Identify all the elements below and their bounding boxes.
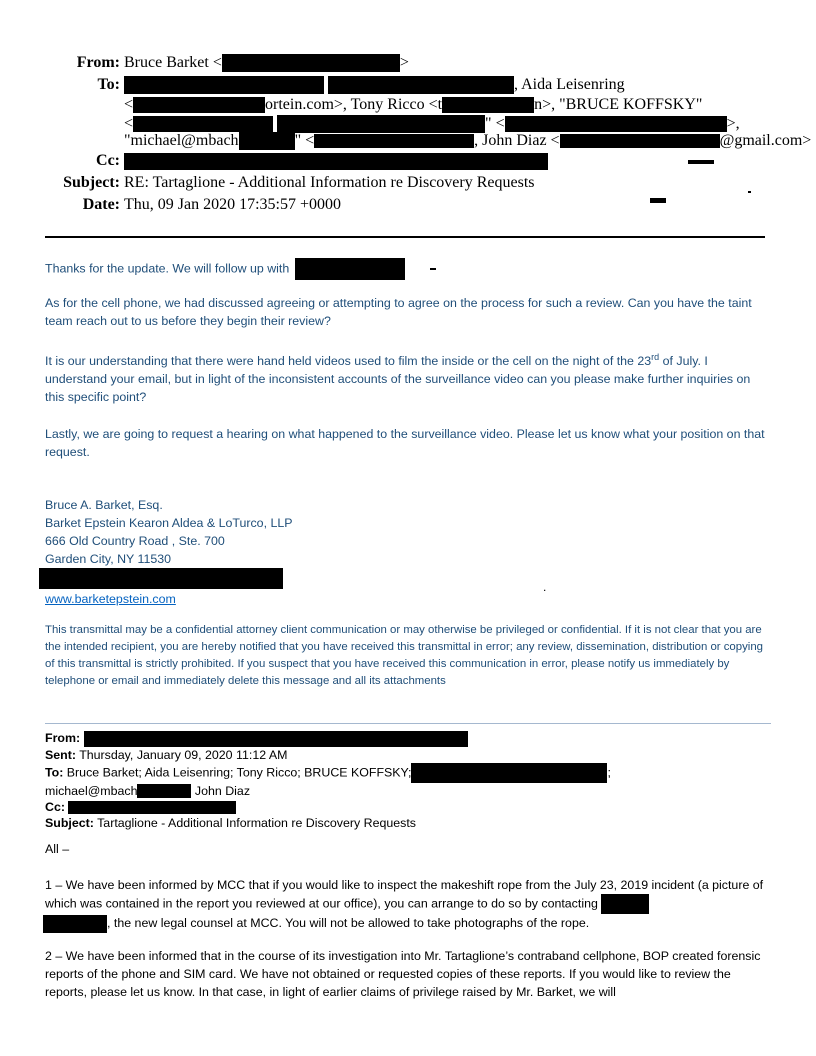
redaction-block bbox=[328, 76, 514, 94]
original-sent-row: Sent: Thursday, January 09, 2020 11:12 AM bbox=[45, 747, 288, 762]
original-to-line2: michael@mbach John Diaz bbox=[45, 783, 251, 798]
confidentiality-disclaimer: This transmittal may be a confidential attorney client communication or may otherwise be privileged or confidential. If it is not clear that you are the intended recipient, you are hereby notified that you have received this transmittal in error; any review, dissemination, distribution or copying of this transmittal is strictly prohibited. If you suspect that you have received this communication in error, please notify us immediately by telephone or email and immediately delete this message and all its attachments bbox=[45, 624, 763, 687]
redaction-mark bbox=[748, 191, 751, 193]
header-to-label: To: bbox=[97, 76, 120, 93]
reply-paragraph-2: As for the cell phone, we had discussed agreeing or attempting to agree on the process for such a review. Can you have the taint team reach out to us before they begin their review? bbox=[45, 296, 752, 328]
signature-firm: Barket Epstein Kearon Aldea & LoTurco, LLP bbox=[45, 516, 293, 530]
signature-address-2: Garden City, NY 11530 bbox=[45, 552, 172, 566]
header-divider bbox=[45, 236, 765, 238]
stray-dot: . bbox=[543, 580, 547, 594]
header-to-line2: < ortein.com>, Tony Ricco <t n>, "BRUCE KOFFSKY" bbox=[124, 96, 703, 113]
header-to-line3: < " < >, bbox=[124, 115, 740, 132]
quoted-divider bbox=[45, 723, 771, 724]
redaction-mark bbox=[688, 160, 714, 164]
redaction-mark bbox=[430, 268, 436, 270]
redaction-block bbox=[442, 97, 534, 113]
redaction-block bbox=[133, 97, 265, 113]
reply-paragraph-3: It is our understanding that there were hand held videos used to film the inside or the cell on the night of the 23rd of July. I understand your email, but in light of the inconsistent accounts of the surveillance video can you please make further inquiries on this specific point? bbox=[45, 351, 751, 404]
original-header bbox=[45, 730, 775, 831]
redaction-block bbox=[124, 76, 324, 94]
signature-website-link[interactable]: www.barketepstein.com bbox=[45, 592, 176, 606]
redaction-block bbox=[314, 134, 474, 148]
signature-address-1: 666 Old Country Road , Ste. 700 bbox=[45, 534, 225, 548]
redaction-block bbox=[124, 153, 548, 170]
header-from-label: From: bbox=[76, 54, 120, 71]
original-item-1: 1 – We have been informed by MCC that if you would like to inspect the makeshift rope from the July 23, 2019 incident (a picture of which was contained in the report you reviewed at our office), you can arrange to do so by contacting , the new legal counsel at MCC. You will not be allowed to take photographs of the rope. bbox=[45, 876, 775, 933]
redaction-block bbox=[560, 134, 720, 148]
redaction-block bbox=[295, 258, 405, 280]
header-subject-value: RE: Tartaglione - Additional Information re Discovery Requests bbox=[124, 174, 535, 191]
redaction-block bbox=[222, 54, 400, 72]
redaction-mark bbox=[650, 198, 666, 203]
redaction-block bbox=[133, 116, 273, 132]
original-cc-row: Cc: bbox=[45, 799, 775, 815]
signature bbox=[45, 496, 773, 608]
redaction-block bbox=[239, 132, 295, 150]
header-from-close: > bbox=[399, 54, 409, 71]
original-from-row: From: bbox=[45, 730, 775, 747]
header-from-value: Bruce Barket < bbox=[124, 54, 222, 71]
original-item-2: 2 – We have been informed that in the course of its investigation into Mr. Tartaglione’s contraband cellphone, BOP created forensic reports of the phone and SIM card. We have not obtained or requested copies of these reports. If you would like to review the reports, please let us know. In that case, in light of earlier claims of privilege raised by Mr. Barket, we will bbox=[45, 949, 761, 999]
original-greeting: All – bbox=[45, 842, 70, 856]
redaction-block bbox=[43, 915, 107, 933]
original-subject-row: Subject: Tartaglione - Additional Information re Discovery Requests bbox=[45, 815, 416, 830]
signature-name: Bruce A. Barket, Esq. bbox=[45, 498, 163, 512]
reply-paragraph-4: Lastly, we are going to request a hearing on what happened to the surveillance video. Please let us know what your position on that request. bbox=[45, 427, 765, 459]
header-cc-label: Cc: bbox=[96, 152, 120, 169]
redaction-block bbox=[84, 731, 468, 747]
redaction-block bbox=[137, 784, 191, 798]
redaction-block bbox=[601, 894, 649, 914]
redaction-block bbox=[39, 568, 283, 589]
header-date-value: Thu, 09 Jan 2020 17:35:57 +0000 bbox=[124, 196, 342, 213]
reply-paragraph-1: Thanks for the update. We will follow up with bbox=[45, 258, 773, 280]
redaction-block bbox=[505, 116, 727, 132]
header-to-line4: "michael@mbach " < , John Diaz < @gmail.com> bbox=[124, 132, 812, 149]
original-to-row: To: Bruce Barket; Aida Leisenring; Tony Ricco; BRUCE KOFFSKY; ; bbox=[45, 763, 775, 783]
header-subject-label: Subject: bbox=[63, 174, 120, 191]
redaction-block bbox=[411, 763, 607, 783]
header-to-aida: , Aida Leisenring bbox=[514, 76, 625, 93]
redaction-block bbox=[68, 801, 236, 814]
header-date-label: Date: bbox=[82, 196, 120, 213]
